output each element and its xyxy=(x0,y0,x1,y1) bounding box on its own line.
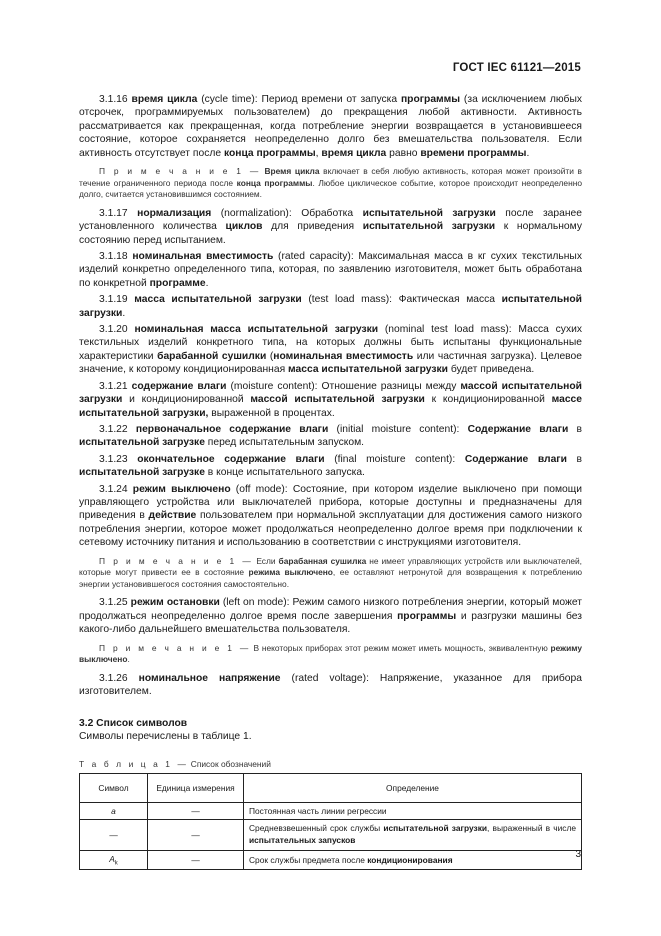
table-cell-unit: — xyxy=(148,803,244,820)
definition-3-1-26: 3.1.26 номинальное напряжение (rated voltage): Напряжение, указанное для прибора изготовителем. xyxy=(79,672,582,698)
definition-3-1-17: 3.1.17 нормализация (normalization): Обработка испытательной загрузки после заранее установленного количества циклов для приведения испытательной загрузки к нормальному состоянию перед испытанием. xyxy=(79,207,582,246)
document-body xyxy=(79,93,582,870)
table-header-cell: Единица измерения xyxy=(148,774,244,803)
definition-3-1-16: 3.1.16 время цикла (cycle time): Период времени от запуска программы (за исключением любых отсрочек, программируемых пользователем) до прекращения любой активности. Активность рассматривается как прекращенная, когда потребление энергии возвращается в установившееся состояние, которое сохраняется неопределенно долго без вмешательства пользователя. Если активность отсутствует после конца программы, время цикла равно времени программы. xyxy=(79,94,582,159)
table-cell-symbol: $A_k$ xyxy=(80,850,148,870)
section-heading: 3.2 Список символов xyxy=(79,717,188,729)
definition-3-1-25: 3.1.25 режим остановки (left on mode): Режим самого низкого потребления энергии, который может продолжаться неопределенно долгое время после завершения программы и разгрузки машины без какого-либо дальнейшего вмешательства пользователя. xyxy=(79,597,583,636)
definition-3-1-24: 3.1.24 режим выключено (off mode): Состояние, при котором изделие выключено при помощи управляющего устройства или выключателей прибора, которые доступны и предназначены для приведения в действие пользователем при нормальной эксплуатации для достижения самого низкого потребления энергии, которое может продолжаться неопределенно долгое время при подключении к сетевому источнику питания и использованию в соответствии с инструкциями изготовителя. xyxy=(79,483,582,549)
table-row xyxy=(80,820,582,850)
definition-3-1-19: 3.1.19 масса испытательной загрузки (test load mass): Фактическая масса испытательной загрузки. xyxy=(79,294,582,319)
table-cell-unit: — xyxy=(148,850,244,870)
table-header-cell: Символ xyxy=(80,774,148,803)
table-row xyxy=(80,850,582,870)
table-cell-definition: Постоянная часть линии регрессии xyxy=(244,803,582,820)
table-cell-definition: Срок службы предмета после кондиционирования xyxy=(244,850,582,870)
note-3-1-25: П р и м е ч а н и е 1 — В некоторых приборах этот режим может иметь мощность, эквивалентную режиму выключено. xyxy=(79,642,583,665)
definition-3-1-23: 3.1.23 окончательное содержание влаги (final moisture content): Содержание влаги в испытательной загрузке в конце испытательного запуска. xyxy=(79,453,582,479)
definition-3-1-18: 3.1.18 номинальная вместимость (rated capacity): Максимальная масса в кг сухих текстильных изделий конкретно определенного типа, которая, по заявлению изготовителя, может быть обработана по конкретной программе. xyxy=(79,251,582,289)
table-cell-unit: — xyxy=(148,820,244,850)
table-cell-definition: Средневзвешенный срок службы испытательной загрузки, выраженный в числе испытательных запусков xyxy=(244,820,582,850)
table-cell-symbol: — xyxy=(80,820,148,850)
definition-3-1-20: 3.1.20 номинальная масса испытательной загрузки (nominal test load mass): Масса сухих текстильных изделий конкретного типа, на которых должны быть испытаны функциональные характеристики барабанной сушилки (номинальная вместимость или частичная загрузка). Целевое значение, к которому кондиционированная масса испытательной загрузки будет приведена. xyxy=(79,324,582,376)
table-cell-symbol: a xyxy=(80,803,148,820)
table-header-row xyxy=(80,774,582,803)
symbols-table xyxy=(79,773,582,870)
table-caption: Т а б л и ц а 1 — Список обозначений xyxy=(79,759,271,770)
note-3-1-16: П р и м е ч а н и е 1 — Время цикла включает в себя любую активность, которая может произойти в течение ограниченного периода после конца программы. Любое циклическое событие, которое происходит неопределенно долго, считается установившимся состоянием. xyxy=(79,166,582,200)
section-text: Символы перечислены в таблице 1. xyxy=(79,730,252,742)
table-row xyxy=(80,803,582,820)
note-3-1-24: П р и м е ч а н и е 1 — Если барабанная сушилка не имеет управляющих устройств или выключателей, которые могут привести ее в состояние режима выключено, ее оставляют нетронутой для возвращения к потреблению энергии установившегося состояния самостоятельно. xyxy=(79,555,583,589)
table-header-cell: Определение xyxy=(244,774,582,803)
document-header: ГОСТ IEC 61121—2015 xyxy=(452,62,581,74)
definition-3-1-22: 3.1.22 первоначальное содержание влаги (initial moisture content): Содержание влаги в испытательной загрузке перед испытательным запуском. xyxy=(79,423,583,449)
page-number: 3 xyxy=(575,849,581,860)
definition-3-1-21: 3.1.21 содержание влаги (moisture content): Отношение разницы между массой испытательной загрузки и кондиционированной массой испытательной загрузки к кондиционированной массе испытательной загрузки, выраженной в процентах. xyxy=(79,380,582,419)
